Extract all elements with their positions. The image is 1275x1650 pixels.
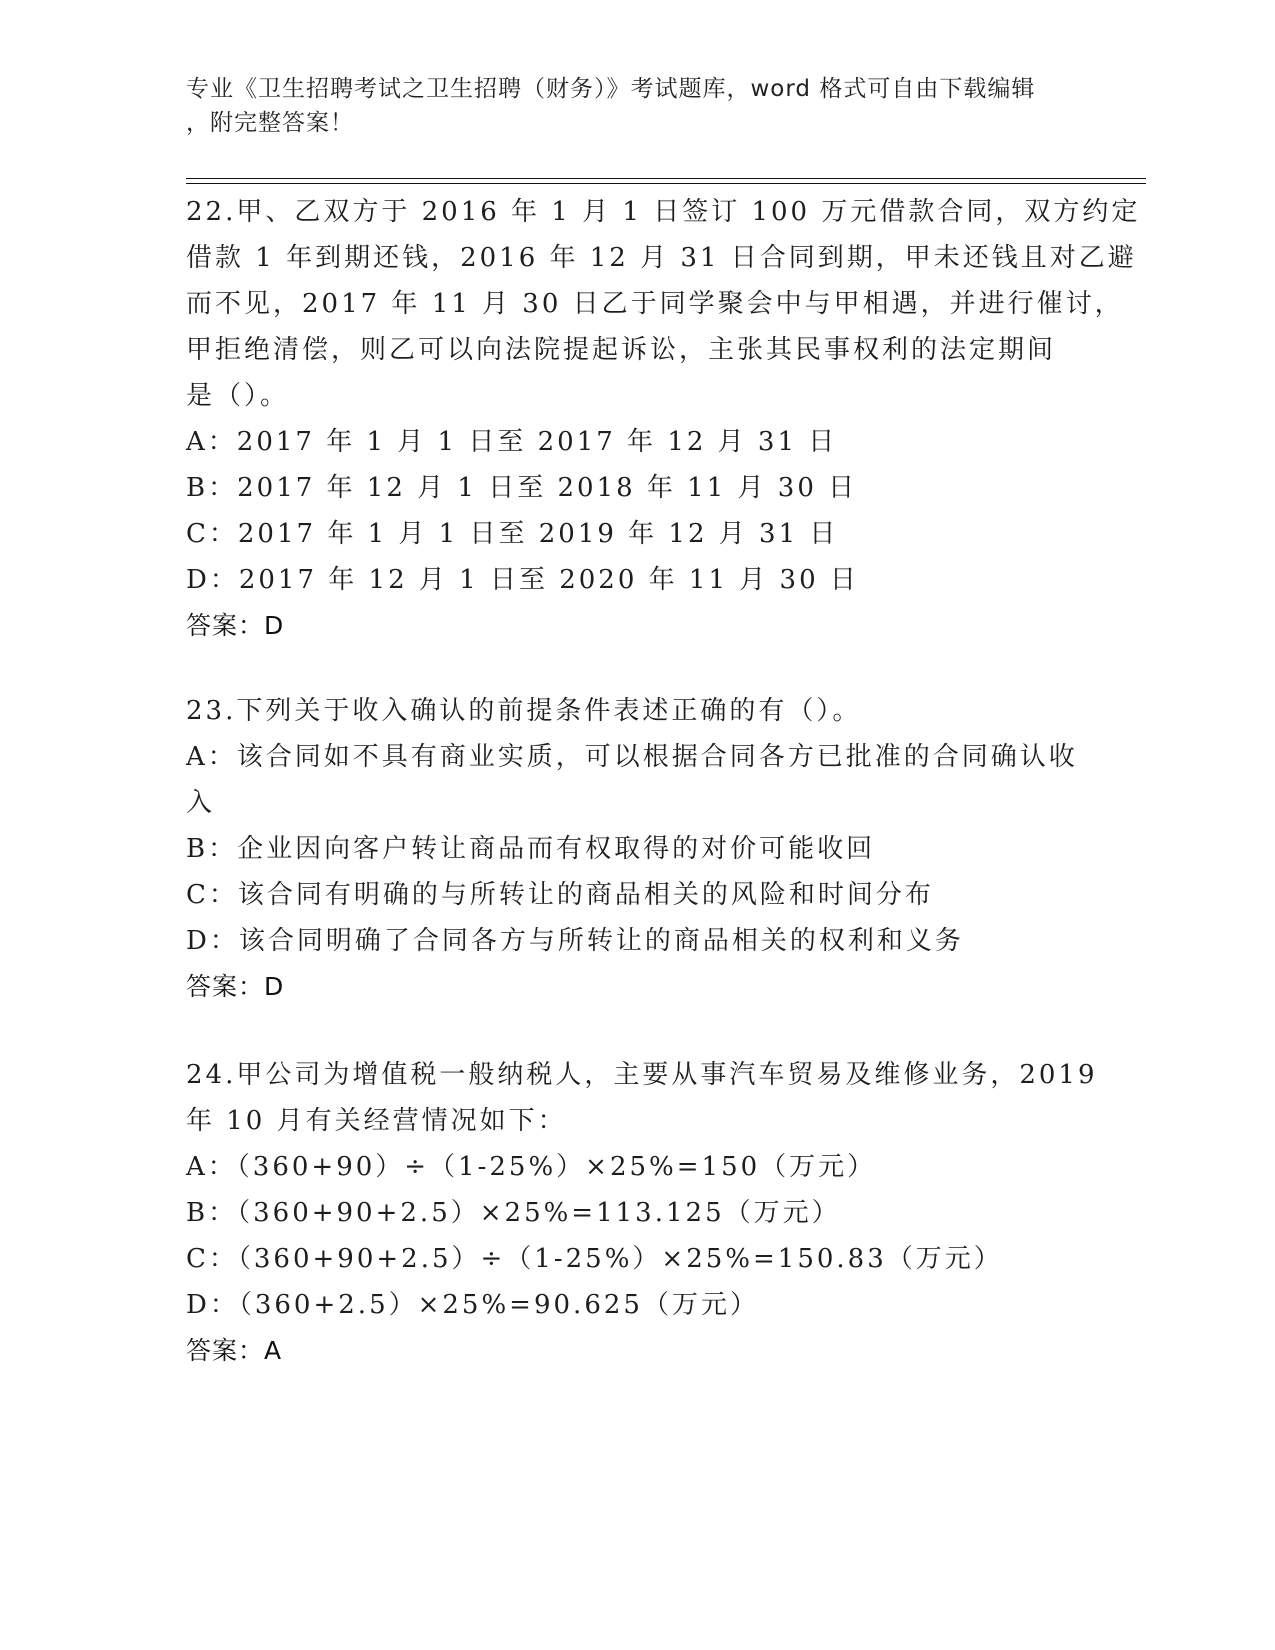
option-b: B：2017 年 12 月 1 日至 2018 年 11 月 30 日 [186,473,858,503]
question-text: 22.甲、乙双方于 2016 年 1 月 1 日签订 100 万元借款合同，双方约定 [186,197,1141,227]
answer-label: 答案：D [186,972,285,1001]
question-22 [186,189,1141,649]
question-24 [186,1052,1098,1374]
option-c: C：2017 年 1 月 1 日至 2019 年 12 月 31 日 [186,519,839,549]
option-a: A：该合同如不具有商业实质，可以根据合同各方已批准的合同确认收 [186,742,1078,772]
header-line: ，附完整答案！ [186,110,354,136]
option-d: D：（360+2.5）×25%=90.625（万元） [186,1290,759,1320]
option-c: C：该合同有明确的与所转让的商品相关的风险和时间分布 [186,880,934,910]
question-23 [186,688,1086,1010]
header-line: 专业《卫生招聘考试之卫生招聘（财务）》考试题库，word 格式可自由下载编辑 [186,76,1036,102]
answer-label: 答案：D [186,611,285,640]
question-text: 而不见，2017 年 11 月 30 日乙于同学聚会中与甲相遇，并进行催讨， [186,289,1124,319]
option-a-continued: 入 [186,788,216,818]
question-text: 年 10 月有关经营情况如下： [186,1106,567,1136]
question-text: 24.甲公司为增值税一般纳税人，主要从事汽车贸易及维修业务，2019 [186,1060,1098,1090]
header-divider [186,183,1146,184]
option-d: D：2017 年 12 月 1 日至 2020 年 11 月 30 日 [186,565,859,595]
question-text: 是（）。 [186,381,290,411]
answer-label: 答案：A [186,1336,283,1365]
document-header [186,72,1086,140]
option-a: A：（360+90）÷（1-25%）×25%=150（万元） [186,1152,877,1182]
option-a: A：2017 年 1 月 1 日至 2017 年 12 月 31 日 [186,427,838,457]
option-b: B：企业因向客户转让商品而有权取得的对价可能收回 [186,834,876,864]
option-c: C：（360+90+2.5）÷（1-25%）×25%=150.83（万元） [186,1244,1003,1274]
header-divider [186,178,1146,179]
option-b: B：（360+90+2.5）×25%=113.125（万元） [186,1198,841,1228]
option-d: D：该合同明确了合同各方与所转让的商品相关的权利和义务 [186,926,964,956]
question-text: 23.下列关于收入确认的前提条件表述正确的有（）。 [186,696,862,726]
question-text: 借款 1 年到期还钱，2016 年 12 月 31 日合同到期，甲未还钱且对乙避 [186,243,1137,273]
question-text: 甲拒绝清偿，则乙可以向法院提起诉讼，主张其民事权利的法定期间 [186,335,1057,365]
